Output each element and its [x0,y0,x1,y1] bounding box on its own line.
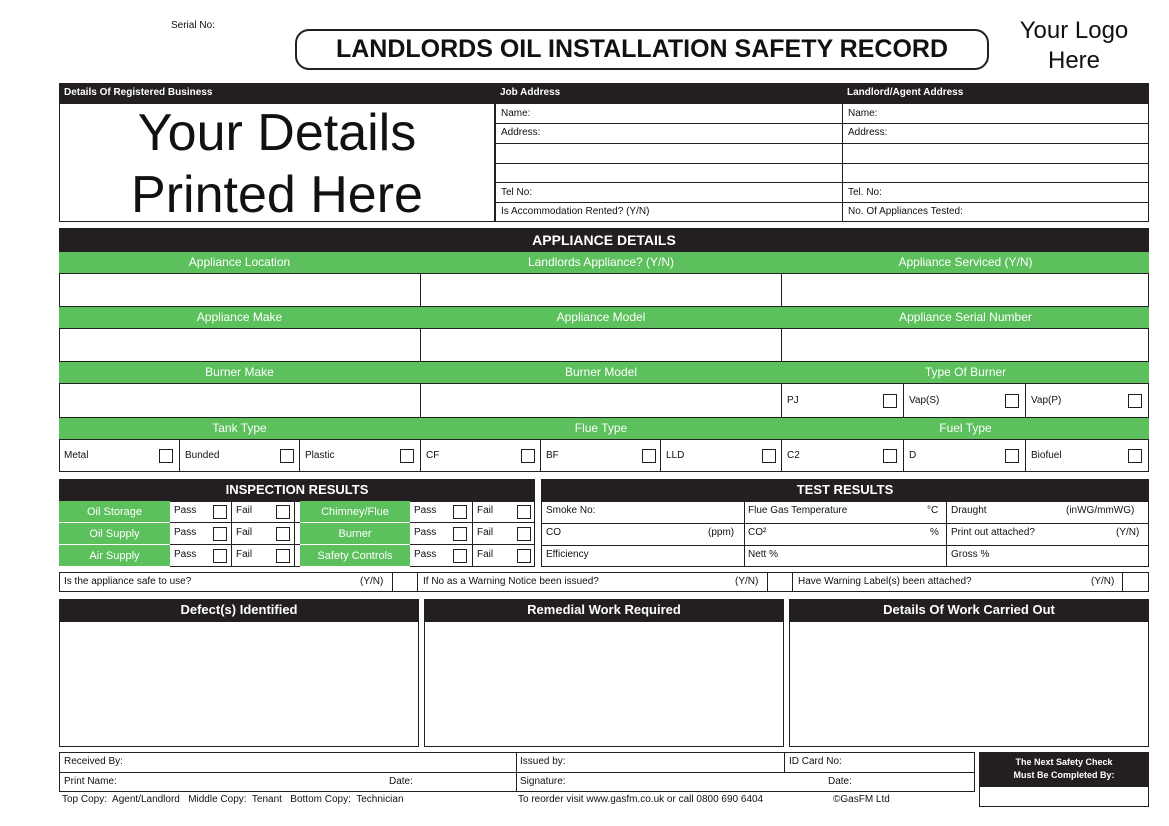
copyright: ©GasFM Ltd [833,794,890,805]
copies-note: Top Copy: Agent/Landlord Middle Copy: Tenant Bottom Copy: Technician [62,794,404,805]
print-name-label: Print Name: [64,776,117,787]
fuel-d-checkbox[interactable] [1005,449,1019,463]
fail-checkbox[interactable] [517,505,531,519]
job-name-label: Name: [501,108,531,119]
flue-cf-checkbox[interactable] [521,449,535,463]
tank-metal-label: Metal [64,450,89,461]
pass-checkbox[interactable] [213,549,227,563]
inspection-item-2: Air Supply [59,545,170,567]
issued-by-label: Issued by: [520,756,566,767]
appliance-model-header: Appliance Model [421,307,781,327]
fuel-c2-label: C2 [787,450,800,461]
remedial-header: Remedial Work Required [424,599,784,621]
efficiency-label: Efficiency [546,549,589,560]
work-carried-header: Details Of Work Carried Out [789,599,1149,621]
fail-label: Fail [477,527,494,538]
test-title: TEST RESULTS [541,479,1149,501]
business-details-box [59,103,495,222]
tank-plastic-checkbox[interactable] [400,449,414,463]
fail-label: Fail [236,549,253,560]
flue-bf-label: BF [546,450,559,461]
inspection-title: INSPECTION RESULTS [59,479,535,501]
received-by-label: Received By: [64,756,123,767]
pj-checkbox[interactable] [883,394,897,408]
smoke-label: Smoke No: [546,505,596,516]
co2-label: CO² [748,527,767,538]
inspection-item-4: Burner [300,523,410,545]
fuel-biofuel-checkbox[interactable] [1128,449,1142,463]
appliance-location-field[interactable] [59,273,421,307]
pass-checkbox[interactable] [453,527,467,541]
safe-answer-box[interactable] [392,572,418,592]
burner-make-field[interactable] [59,383,421,418]
landlords-appliance-field[interactable] [420,273,782,307]
tank-type-header: Tank Type [59,418,420,438]
job-header: Job Address [500,87,561,98]
remedial-field[interactable] [424,621,784,747]
burner-type-header: Type Of Burner [782,362,1149,382]
job-rented-label: Is Accommodation Rented? (Y/N) [501,206,650,217]
flue-cf-label: CF [426,450,440,461]
fuel-biofuel-label: Biofuel [1031,450,1062,461]
job-tel-label: Tel No: [501,187,533,198]
fail-checkbox[interactable] [276,505,290,519]
flue-lld-label: LLD [666,450,685,461]
fail-checkbox[interactable] [517,527,531,541]
landlord-header: Landlord/Agent Address [847,87,964,98]
job-address-label: Address: [501,127,541,138]
printout-label: Print out attached? [951,527,1035,538]
logo-placeholder: Your Logo Here [1019,17,1129,74]
landlords-appliance-header: Landlords Appliance? (Y/N) [421,252,781,272]
burner-make-header: Burner Make [59,362,420,382]
fail-checkbox[interactable] [517,549,531,563]
pass-checkbox[interactable] [213,527,227,541]
draught-label: Draught [951,505,987,516]
pass-label: Pass [174,505,197,516]
appliance-location-header: Appliance Location [59,252,420,272]
vapp-checkbox[interactable] [1128,394,1142,408]
date-label-1: Date: [389,776,413,787]
inspection-item-3: Chimney/Flue [300,501,410,523]
notice-question: If No as a Warning Notice been issued? [423,576,599,587]
fail-checkbox[interactable] [276,527,290,541]
fuel-d-label: D [909,450,917,461]
tank-bunded-label: Bunded [185,450,220,461]
appliance-serial-field[interactable] [781,328,1149,362]
landlord-address-label: Address: [848,127,888,138]
label-question: Have Warning Label(s) been attached? [798,576,972,587]
tank-plastic-label: Plastic [305,450,335,461]
tank-metal-checkbox[interactable] [159,449,173,463]
pass-label: Pass [174,527,197,538]
pass-label: Pass [414,549,437,560]
vaps-checkbox[interactable] [1005,394,1019,408]
inspection-item-0: Oil Storage [59,501,170,523]
appliances-tested-label: No. Of Appliances Tested: [848,206,963,217]
pass-label: Pass [414,505,437,516]
details-line-2: Printed Here [131,166,423,224]
pass-checkbox[interactable] [213,505,227,519]
landlord-tel-label: Tel. No: [848,187,882,198]
details-line-1: Your Details [137,104,417,162]
notice-answer-box[interactable] [767,572,793,592]
burner-model-field[interactable] [420,383,782,418]
page-title: LANDLORDS OIL INSTALLATION SAFETY RECORD [295,29,989,70]
questions-row [59,572,1149,592]
landlord-address-box[interactable] [842,103,1149,222]
tank-bunded-checkbox[interactable] [280,449,294,463]
business-header: Details Of Registered Business [64,87,213,98]
defects-field[interactable] [59,621,419,747]
appliance-make-header: Appliance Make [59,307,420,327]
fail-label: Fail [236,527,253,538]
flue-bf-checkbox[interactable] [642,449,656,463]
label-answer-divider [1122,572,1123,592]
fail-label: Fail [477,505,494,516]
appliance-serviced-header: Appliance Serviced (Y/N) [782,252,1149,272]
next-check-header: The Next Safety Check Must Be Completed By: [979,752,1149,786]
gross-label: Gross % [951,549,990,560]
pass-label: Pass [174,549,197,560]
nett-label: Nett % [748,549,779,560]
signature-label: Signature: [520,776,566,787]
safe-question: Is the appliance safe to use? [64,576,192,587]
burner-model-header: Burner Model [421,362,781,382]
defects-header: Defect(s) Identified [59,599,419,621]
reorder-note: To reorder visit www.gasfm.co.uk or call 0800 690 6404 [518,794,764,805]
appliance-serial-header: Appliance Serial Number [782,307,1149,327]
next-check-field[interactable] [979,786,1149,807]
pass-checkbox[interactable] [453,505,467,519]
fail-checkbox[interactable] [276,549,290,563]
co-label: CO [546,527,561,538]
landlord-name-label: Name: [848,108,878,119]
appliance-model-field[interactable] [420,328,782,362]
flue-temp-label: Flue Gas Temperature [748,505,848,516]
flue-type-header: Flue Type [421,418,781,438]
id-card-label: ID Card No: [789,756,842,767]
pass-label: Pass [414,527,437,538]
job-address-box[interactable] [495,103,843,222]
appliance-serviced-field[interactable] [781,273,1149,307]
date-label-2: Date: [828,776,852,787]
fuel-c2-checkbox[interactable] [883,449,897,463]
appliance-make-field[interactable] [59,328,421,362]
fail-label: Fail [477,549,494,560]
flue-lld-checkbox[interactable] [762,449,776,463]
appliance-details-title: APPLIANCE DETAILS [59,228,1149,252]
inspection-item-5: Safety Controls [300,545,410,567]
inspection-item-1: Oil Supply [59,523,170,545]
pass-checkbox[interactable] [453,549,467,563]
serial-label: Serial No: [171,20,215,31]
work-carried-field[interactable] [789,621,1149,747]
fuel-type-header: Fuel Type [782,418,1149,438]
fail-label: Fail [236,505,253,516]
